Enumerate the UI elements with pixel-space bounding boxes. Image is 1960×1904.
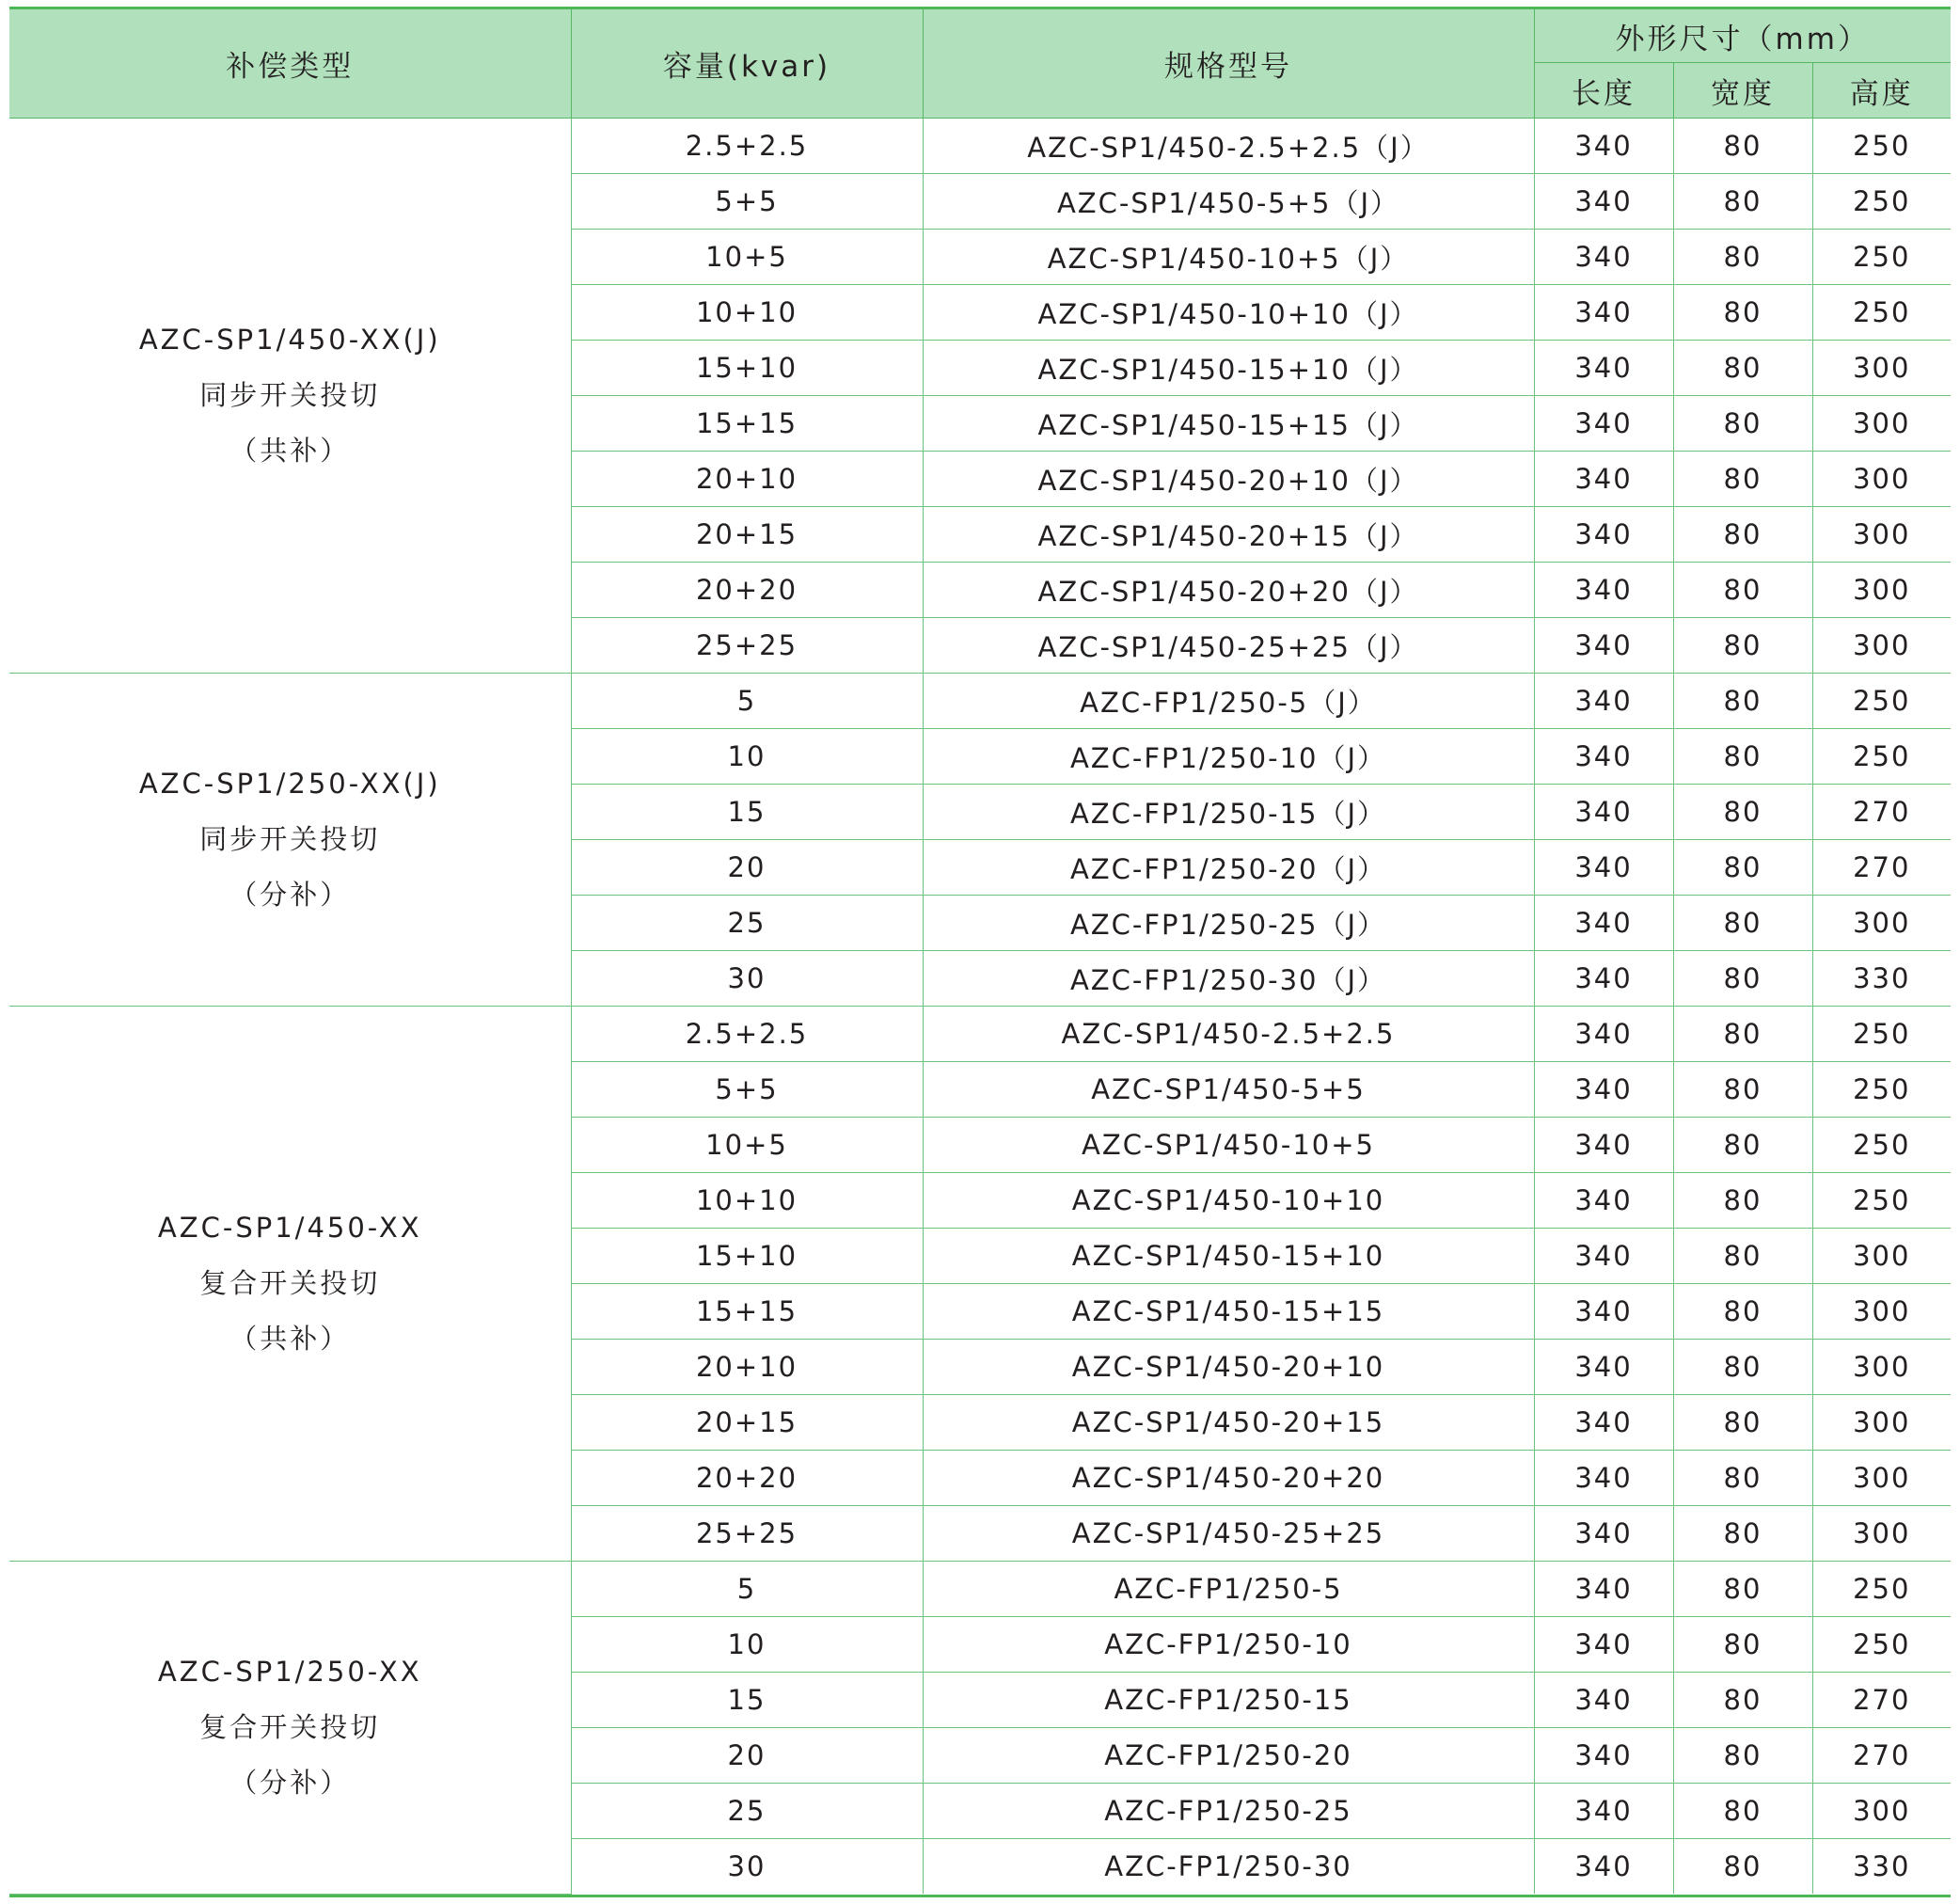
length-cell: 340	[1534, 1007, 1673, 1062]
model-cell: AZC-FP1/250-5（J）	[923, 674, 1534, 729]
width-cell: 80	[1673, 119, 1812, 174]
header-length: 长度	[1534, 63, 1673, 119]
width-cell: 80	[1673, 1784, 1812, 1839]
capacity-cell: 20+10	[571, 1340, 923, 1395]
capacity-cell: 15+15	[571, 1284, 923, 1340]
model-cell: AZC-SP1/450-15+10	[923, 1229, 1534, 1284]
model-cell: AZC-FP1/250-25（J）	[923, 896, 1534, 951]
length-cell: 340	[1534, 452, 1673, 507]
width-cell: 80	[1673, 840, 1812, 896]
model-cell: AZC-SP1/450-20+15	[923, 1395, 1534, 1451]
capacity-cell: 20+15	[571, 1395, 923, 1451]
length-cell: 340	[1534, 1784, 1673, 1839]
width-cell: 80	[1673, 396, 1812, 452]
model-cell: AZC-FP1/250-25	[923, 1784, 1534, 1839]
capacity-cell: 15+10	[571, 341, 923, 396]
table-row	[9, 119, 1951, 174]
model-cell: AZC-SP1/450-2.5+2.5	[923, 1007, 1534, 1062]
height-cell: 300	[1812, 1229, 1951, 1284]
width-cell: 80	[1673, 1562, 1812, 1617]
height-cell: 270	[1812, 785, 1951, 840]
length-cell: 340	[1534, 563, 1673, 618]
height-cell: 270	[1812, 1728, 1951, 1784]
width-cell: 80	[1673, 618, 1812, 674]
height-cell: 250	[1812, 1617, 1951, 1673]
compensation-type-line: （分补）	[229, 879, 351, 911]
height-cell: 300	[1812, 1284, 1951, 1340]
model-cell: AZC-SP1/450-5+5（J）	[923, 174, 1534, 230]
length-cell: 340	[1534, 507, 1673, 563]
height-cell: 300	[1812, 1506, 1951, 1562]
width-cell: 80	[1673, 1173, 1812, 1229]
model-cell: AZC-FP1/250-5	[923, 1562, 1534, 1617]
compensation-type-cell	[9, 674, 571, 1007]
table-body	[9, 119, 1951, 1895]
compensation-type-line: 同步开关投切	[199, 823, 381, 855]
width-cell: 80	[1673, 1506, 1812, 1562]
height-cell: 250	[1812, 674, 1951, 729]
model-cell: AZC-FP1/250-20（J）	[923, 840, 1534, 896]
length-cell: 340	[1534, 341, 1673, 396]
width-cell: 80	[1673, 452, 1812, 507]
width-cell: 80	[1673, 230, 1812, 285]
height-cell: 300	[1812, 1340, 1951, 1395]
model-cell: AZC-FP1/250-30（J）	[923, 951, 1534, 1007]
height-cell: 330	[1812, 951, 1951, 1007]
table-row	[9, 674, 1951, 729]
width-cell: 80	[1673, 951, 1812, 1007]
table-row	[9, 1007, 1951, 1062]
capacity-cell: 10	[571, 1617, 923, 1673]
height-cell: 250	[1812, 285, 1951, 341]
model-cell: AZC-FP1/250-10	[923, 1617, 1534, 1673]
height-cell: 300	[1812, 896, 1951, 951]
capacity-cell: 15	[571, 785, 923, 840]
capacity-cell: 20+20	[571, 1451, 923, 1506]
height-cell: 250	[1812, 1562, 1951, 1617]
length-cell: 340	[1534, 285, 1673, 341]
bottom-rule	[9, 1895, 1951, 1897]
width-cell: 80	[1673, 341, 1812, 396]
width-cell: 80	[1673, 1007, 1812, 1062]
height-cell: 250	[1812, 1007, 1951, 1062]
height-cell: 300	[1812, 1395, 1951, 1451]
height-cell: 250	[1812, 174, 1951, 230]
capacity-cell: 2.5+2.5	[571, 1007, 923, 1062]
table-header	[9, 9, 1951, 119]
height-cell: 300	[1812, 1451, 1951, 1506]
compensation-type-line: （分补）	[229, 1766, 351, 1799]
capacity-cell: 15	[571, 1673, 923, 1728]
compensation-type-line: 复合开关投切	[199, 1267, 381, 1299]
capacity-cell: 20	[571, 840, 923, 896]
length-cell: 340	[1534, 674, 1673, 729]
compensation-type-line: （共补）	[229, 435, 351, 467]
length-cell: 340	[1534, 1562, 1673, 1617]
length-cell: 340	[1534, 1118, 1673, 1173]
height-cell: 300	[1812, 341, 1951, 396]
width-cell: 80	[1673, 1062, 1812, 1118]
width-cell: 80	[1673, 896, 1812, 951]
length-cell: 340	[1534, 396, 1673, 452]
height-cell: 300	[1812, 618, 1951, 674]
width-cell: 80	[1673, 1118, 1812, 1173]
capacity-cell: 5	[571, 1562, 923, 1617]
width-cell: 80	[1673, 674, 1812, 729]
height-cell: 250	[1812, 729, 1951, 785]
model-cell: AZC-FP1/250-30	[923, 1839, 1534, 1895]
model-cell: AZC-SP1/450-20+10	[923, 1340, 1534, 1395]
capacity-cell: 10+5	[571, 1118, 923, 1173]
height-cell: 300	[1812, 563, 1951, 618]
model-cell: AZC-SP1/450-10+10	[923, 1173, 1534, 1229]
model-cell: AZC-SP1/450-20+10（J）	[923, 452, 1534, 507]
model-cell: AZC-FP1/250-10（J）	[923, 729, 1534, 785]
height-cell: 330	[1812, 1839, 1951, 1895]
compensation-type-line: AZC-SP1/250-XX(J)	[138, 768, 441, 800]
model-cell: AZC-SP1/450-15+15	[923, 1284, 1534, 1340]
model-cell: AZC-SP1/450-2.5+2.5（J）	[923, 119, 1534, 174]
model-cell: AZC-SP1/450-20+20（J）	[923, 563, 1534, 618]
length-cell: 340	[1534, 1395, 1673, 1451]
model-cell: AZC-SP1/450-20+20	[923, 1451, 1534, 1506]
length-cell: 340	[1534, 1451, 1673, 1506]
capacity-cell: 5+5	[571, 174, 923, 230]
length-cell: 340	[1534, 1506, 1673, 1562]
compensation-type-line: （共补）	[229, 1323, 351, 1355]
length-cell: 340	[1534, 951, 1673, 1007]
header-type: 补偿类型	[9, 9, 571, 119]
width-cell: 80	[1673, 1284, 1812, 1340]
model-cell: AZC-SP1/450-25+25	[923, 1506, 1534, 1562]
length-cell: 340	[1534, 729, 1673, 785]
height-cell: 300	[1812, 452, 1951, 507]
width-cell: 80	[1673, 1728, 1812, 1784]
capacity-cell: 2.5+2.5	[571, 119, 923, 174]
height-cell: 250	[1812, 1062, 1951, 1118]
capacity-cell: 5+5	[571, 1062, 923, 1118]
capacity-cell: 30	[571, 1839, 923, 1895]
height-cell: 250	[1812, 230, 1951, 285]
height-cell: 250	[1812, 119, 1951, 174]
width-cell: 80	[1673, 507, 1812, 563]
width-cell: 80	[1673, 1395, 1812, 1451]
width-cell: 80	[1673, 285, 1812, 341]
height-cell: 250	[1812, 1118, 1951, 1173]
table-row	[9, 1562, 1951, 1617]
height-cell: 270	[1812, 840, 1951, 896]
width-cell: 80	[1673, 1617, 1812, 1673]
width-cell: 80	[1673, 563, 1812, 618]
capacity-cell: 10+10	[571, 285, 923, 341]
model-cell: AZC-FP1/250-15	[923, 1673, 1534, 1728]
model-cell: AZC-SP1/450-15+15（J）	[923, 396, 1534, 452]
header-width: 宽度	[1673, 63, 1812, 119]
model-cell: AZC-FP1/250-20	[923, 1728, 1534, 1784]
compensation-type-cell	[9, 1562, 571, 1895]
length-cell: 340	[1534, 1062, 1673, 1118]
model-cell: AZC-FP1/250-15（J）	[923, 785, 1534, 840]
capacity-cell: 5	[571, 674, 923, 729]
length-cell: 340	[1534, 896, 1673, 951]
length-cell: 340	[1534, 1173, 1673, 1229]
model-cell: AZC-SP1/450-5+5	[923, 1062, 1534, 1118]
capacity-cell: 25	[571, 1784, 923, 1839]
width-cell: 80	[1673, 1340, 1812, 1395]
length-cell: 340	[1534, 1617, 1673, 1673]
length-cell: 340	[1534, 1284, 1673, 1340]
capacity-cell: 10	[571, 729, 923, 785]
length-cell: 340	[1534, 1839, 1673, 1895]
header-model: 规格型号	[923, 9, 1534, 119]
model-cell: AZC-SP1/450-10+10（J）	[923, 285, 1534, 341]
capacity-cell: 20	[571, 1728, 923, 1784]
width-cell: 80	[1673, 1229, 1812, 1284]
height-cell: 300	[1812, 1784, 1951, 1839]
capacity-cell: 25+25	[571, 618, 923, 674]
capacity-cell: 10+5	[571, 230, 923, 285]
header-dimensions: 外形尺寸（mm）	[1534, 9, 1951, 63]
capacity-cell: 30	[571, 951, 923, 1007]
header-height: 高度	[1812, 63, 1951, 119]
compensation-type-cell	[9, 119, 571, 674]
height-cell: 270	[1812, 1673, 1951, 1728]
compensation-type-line: AZC-SP1/450-XX	[157, 1212, 422, 1244]
width-cell: 80	[1673, 729, 1812, 785]
capacity-cell: 20+15	[571, 507, 923, 563]
length-cell: 340	[1534, 119, 1673, 174]
capacity-cell: 15+10	[571, 1229, 923, 1284]
length-cell: 340	[1534, 1340, 1673, 1395]
height-cell: 300	[1812, 507, 1951, 563]
capacity-cell: 15+15	[571, 396, 923, 452]
width-cell: 80	[1673, 1839, 1812, 1895]
compensation-type-line: 同步开关投切	[199, 379, 381, 411]
spec-table	[9, 9, 1951, 1895]
model-cell: AZC-SP1/450-15+10（J）	[923, 341, 1534, 396]
length-cell: 340	[1534, 174, 1673, 230]
width-cell: 80	[1673, 1673, 1812, 1728]
width-cell: 80	[1673, 174, 1812, 230]
length-cell: 340	[1534, 230, 1673, 285]
capacity-cell: 10+10	[571, 1173, 923, 1229]
model-cell: AZC-SP1/450-10+5	[923, 1118, 1534, 1173]
compensation-type-line: AZC-SP1/450-XX(J)	[138, 324, 441, 356]
width-cell: 80	[1673, 785, 1812, 840]
length-cell: 340	[1534, 1728, 1673, 1784]
height-cell: 300	[1812, 396, 1951, 452]
capacity-cell: 20+20	[571, 563, 923, 618]
model-cell: AZC-SP1/450-10+5（J）	[923, 230, 1534, 285]
capacity-cell: 25+25	[571, 1506, 923, 1562]
header-capacity: 容量(kvar)	[571, 9, 923, 119]
length-cell: 340	[1534, 1673, 1673, 1728]
length-cell: 340	[1534, 785, 1673, 840]
model-cell: AZC-SP1/450-25+25（J）	[923, 618, 1534, 674]
width-cell: 80	[1673, 1451, 1812, 1506]
spec-table-container	[9, 7, 1951, 1897]
capacity-cell: 20+10	[571, 452, 923, 507]
capacity-cell: 25	[571, 896, 923, 951]
length-cell: 340	[1534, 1229, 1673, 1284]
length-cell: 340	[1534, 840, 1673, 896]
compensation-type-cell	[9, 1007, 571, 1562]
length-cell: 340	[1534, 618, 1673, 674]
model-cell: AZC-SP1/450-20+15（J）	[923, 507, 1534, 563]
compensation-type-line: AZC-SP1/250-XX	[157, 1655, 422, 1688]
compensation-type-line: 复合开关投切	[199, 1710, 381, 1743]
height-cell: 250	[1812, 1173, 1951, 1229]
